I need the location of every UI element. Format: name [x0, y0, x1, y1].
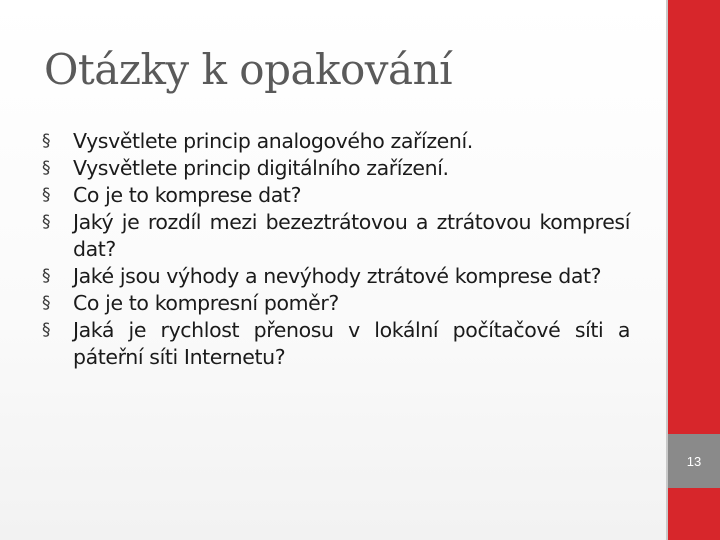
bullet-text: Jaký je rozdíl mezi bezeztrátovou a ztrátovou kompresí dat? — [73, 210, 630, 261]
bullet-text: Vysvětlete princip digitálního zařízení. — [73, 156, 449, 180]
bullet-item — [42, 182, 630, 209]
page-number: 13 — [668, 434, 720, 488]
bullet-text: Jaká je rychlost přenosu v lokální počítačové síti a páteřní síti Internetu? — [73, 318, 630, 369]
bullet-marker-icon: § — [42, 266, 51, 286]
bullet-text: Co je to kompresní poměr? — [73, 291, 339, 315]
bullet-item — [42, 290, 630, 317]
bullet-marker-icon: § — [42, 293, 51, 313]
bullet-marker-icon: § — [42, 185, 51, 205]
bullet-text: Vysvětlete princip analogového zařízení. — [73, 129, 473, 153]
bullet-marker-icon: § — [42, 131, 51, 151]
bullet-item — [42, 155, 630, 182]
bullet-marker-icon: § — [42, 212, 51, 232]
bullet-list — [42, 128, 630, 371]
bullet-item — [42, 209, 630, 263]
bullet-text: Jaké jsou výhody a nevýhody ztrátové komprese dat? — [73, 264, 602, 288]
bullet-marker-icon: § — [42, 320, 51, 340]
bullet-marker-icon: § — [42, 158, 51, 178]
slide-title: Otázky k opakování — [44, 45, 453, 94]
bullet-text: Co je to komprese dat? — [73, 183, 302, 207]
bullet-item — [42, 128, 630, 155]
bullet-item — [42, 317, 630, 371]
bullet-item — [42, 263, 630, 290]
